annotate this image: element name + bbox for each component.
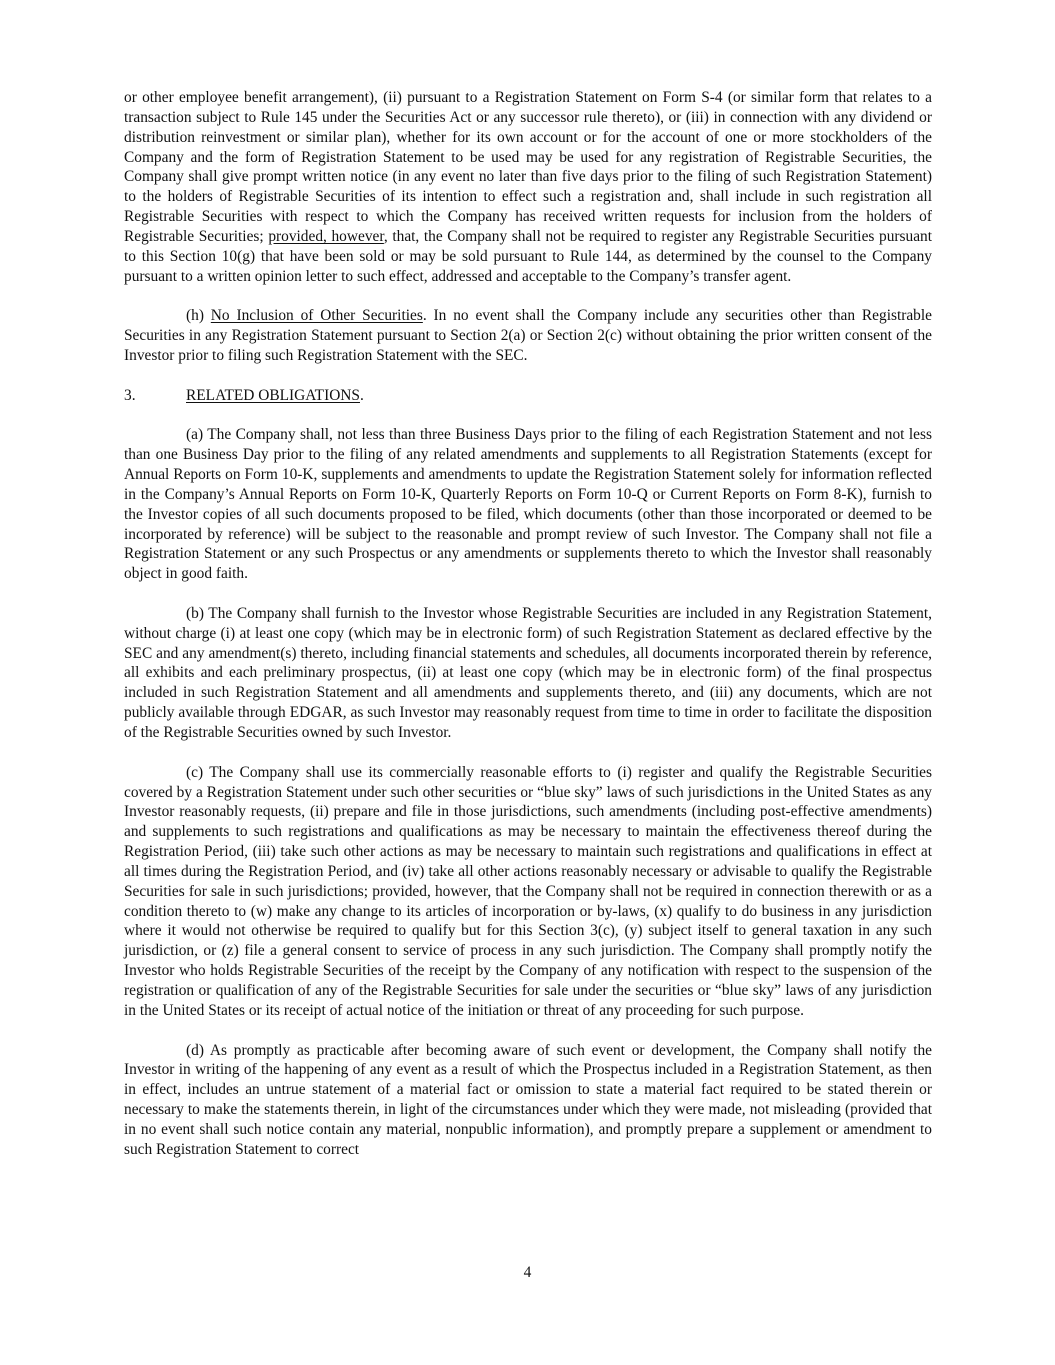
page-number: 4 (523, 1264, 532, 1281)
section-title-period: . (359, 386, 364, 404)
paragraph-text: or other employee benefit arrangement), (ii) pursuant to a Registration Statement on Form S-4 (or similar form that relates to a transaction subject to Rule 145 under the Securities Act or any successor rule thereto), or (iii) in connection with any dividend or distribution reinvestment or similar plan), whether for its own account or for the account of one or more stockholders of the Company and the form of Registration Statement to be used may be used for any registration of Registrable Securities, the Company shall give prompt written notice (in any event no later than five days prior to the filing of such Registration Statement) to the holders of Registrable Securities of its intention to effect such a registration and, shall include in such registration all Registrable Securities with respect to which the Company has received written requests for inclusion from the holders of Registrable Securities; (124, 89, 932, 245)
section-number: 3. (124, 386, 136, 404)
section-heading (124, 386, 932, 406)
provided-however-term: provided, however (268, 227, 384, 245)
paragraph-text: . In no event shall the Company include any securities other than Registrable Securities in any Registration Statement pursuant to Section 2(a) or Section 2(c) without obtaining the prior written consent of the Investor prior to filing such Registration Statement with the SEC. (124, 307, 932, 364)
paragraph-h (124, 306, 932, 366)
paragraph-d: (d) As promptly as practicable after becoming aware of such event or development, the Company shall notify the Investor in writing of the happening of any event as a result of which the Prospectus included in a Registration Statement, as then in effect, includes an untrue statement of a material fact or omission to state a material fact required to be stated therein or necessary to make the statements therein, in light of the circumstances under which they were made, not misleading (provided that in no event shall such notice contain any material, nonpublic information), and promptly prepare a supplement or amendment to such Registration Statement to correct (124, 1041, 932, 1158)
section-title: RELATED OBLIGATIONS (186, 386, 360, 404)
paragraph-text: , that, the Company shall not be required to register any Registrable Securities pursuant to this Section 10(g) that have been sold or may be sold pursuant to Rule 144, as determined by the counsel to the Company pursuant to a written opinion letter to such effect, addressed and acceptable to the Company’s transfer agent. (124, 227, 933, 285)
paragraph-registration-continued (124, 88, 932, 286)
clause-label: (h) (186, 307, 211, 325)
document-page (124, 88, 932, 1160)
clause-title: No Inclusion of Other Securities (210, 307, 423, 325)
paragraph-c: (c) The Company shall use its commercially reasonable efforts to (i) register and qualify the Registrable Securities covered by a Registration Statement under such other securities or “blue sky” laws of such jurisdictions in the United States as any Investor reasonably requests, (ii) prepare and file in those jurisdictions, such amendments (including post-effective amendments) and supplements to such registrations and qualifications as may be necessary to maintain the effectiveness thereof during the Registration Period, (iii) take such other actions as may be necessary to maintain such registrations and qualifications in effect at all times during the Registration Period, and (iv) take all other actions reasonably necessary or advisable to qualify the Registrable Securities for sale in such jurisdictions; provided, however, that the Company shall not be required in connection therewith or as a condition thereto to (w) make any change to its articles of incorporation or by-laws, (x) qualify to do business in any jurisdiction where it would not otherwise be required to qualify but for this Section 3(c), (y) subject itself to general taxation in any such jurisdiction, or (z) file a general consent to service of process in any such jurisdiction. The Company shall promptly notify the Investor who holds Registrable Securities of the receipt by the Company of any notification with respect to the suspension of the registration or qualification of any of the Registrable Securities for sale under the securities or “blue sky” laws of any jurisdiction in the United States or its receipt of actual notice of the initiation or threat of any proceeding for such purpose. (124, 763, 932, 1019)
paragraph-b: (b) The Company shall furnish to the Investor whose Registrable Securities are included in any Registration Statement, without charge (i) at least one copy (which may be in electronic form) of such Registration Statement as declared effective by the SEC and any amendment(s) thereto, including financial statements and schedules, all documents incorporated therein by reference, all exhibits and each preliminary prospectus, (ii) at least one copy (which may be in electronic form) of the final prospectus included in such Registration Statement and all amendments and supplements thereto, and (iii) any documents, which are not publicly available through EDGAR, as such Investor may reasonably request from time to time in order to facilitate the disposition of the Registrable Securities owned by such Investor. (124, 604, 932, 741)
paragraph-a: (a) The Company shall, not less than three Business Days prior to the filing of each Registration Statement and not less than one Business Day prior to the filing of any related amendments and supplements to all Registration Statements (except for Annual Reports on Form 10-K, supplements and amendments to update the Registration Statement solely for information reflected in the Company’s Annual Reports on Form 10-K, Quarterly Reports on Form 10-Q or Current Reports on Form 8-K), furnish to the Investor copies of all such documents proposed to be filed, which documents (other than those incorporated or deemed to be incorporated by reference) will be subject to the reasonable and prompt review of such Investor. The Company shall not file a Registration Statement or any such Prospectus or any amendments or supplements thereto to which the Investor shall reasonably object in good faith. (124, 426, 932, 583)
